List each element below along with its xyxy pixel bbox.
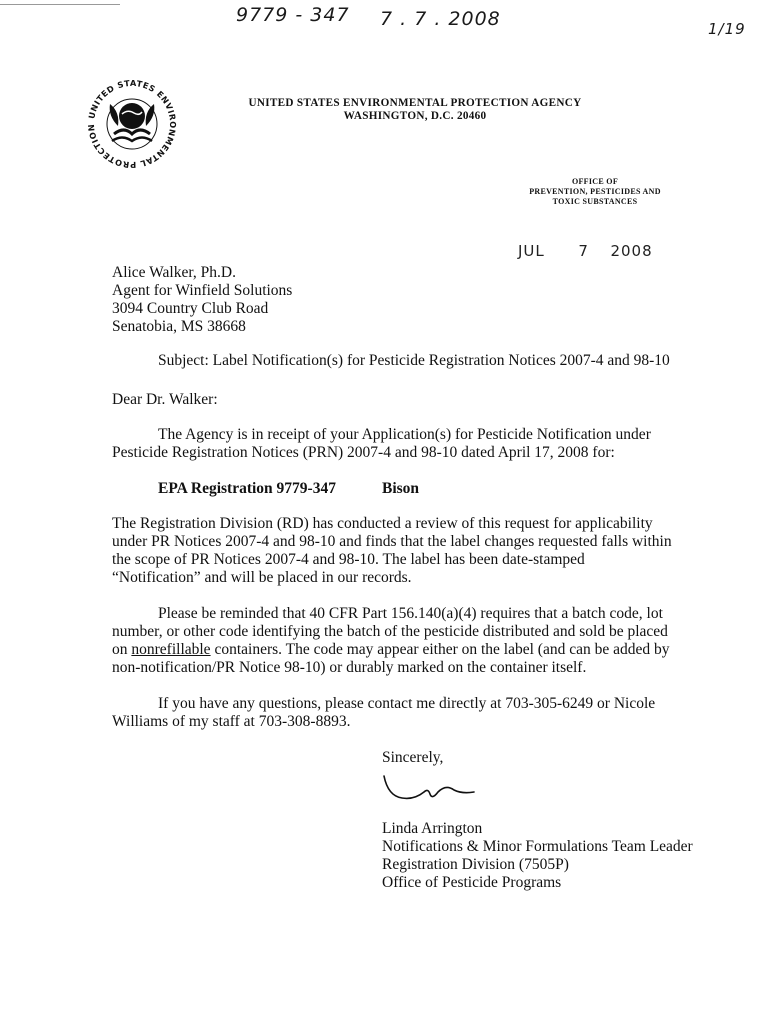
signer-title: Notifications & Minor Formulations Team Leader	[382, 838, 693, 855]
letterhead-city: WASHINGTON, D.C. 20460	[343, 110, 487, 122]
handwritten-page-number: 1/19	[708, 20, 746, 38]
recipient-city: Senatobia, MS 38668	[112, 318, 246, 335]
date-stamp-month: JUL	[518, 242, 545, 260]
signer-name: Linda Arrington	[382, 820, 483, 837]
epa-seal-icon	[84, 76, 180, 172]
handwritten-date: 7 . 7 . 2008	[380, 8, 501, 30]
subject-line: Subject: Label Notification(s) for Pesticide Registration Notices 2007-4 and 98-10	[158, 352, 670, 369]
office-line-3: TOXIC SUBSTANCES	[552, 197, 638, 206]
batch-code-text-after: containers. The code may appear either on the label (and can be added by non-notification/PR Notice 98-10) or durably marked on the container itself.	[112, 641, 670, 676]
date-stamp	[518, 242, 653, 260]
signature-icon	[380, 772, 490, 808]
batch-code-text-before: Please be reminded that 40 CFR Part 156.140(a)(4) requires that a batch code, lot number, or other code identifying the batch of the pesticide distributed and sold be placed on	[112, 605, 668, 658]
signature	[380, 772, 490, 808]
signer-block	[382, 820, 693, 892]
paragraph-receipt: The Agency is in receipt of your Application(s) for Pesticide Notification under Pesticide Registration Notices (PRN) 2007-4 and 98-10 dated April 17, 2008 for:	[112, 426, 651, 461]
recipient-title: Agent for Winfield Solutions	[112, 282, 293, 299]
salutation: Dear Dr. Walker:	[112, 391, 218, 408]
closing: Sincerely,	[382, 749, 444, 766]
letterhead-agency: UNITED STATES ENVIRONMENTAL PROTECTION AGENCY	[248, 97, 582, 109]
recipient-block	[112, 264, 292, 336]
handwritten-reg-number: 9779 - 347	[236, 4, 350, 26]
office-line-2: PREVENTION, PESTICIDES AND	[529, 187, 661, 196]
paragraph-review: The Registration Division (RD) has conducted a review of this request for applicability under PR Notices 2007-4 and 98-10 and finds that the label changes requested falls within the scope of PR Notices 2007-4 and 98-10. The label has been date-stamped “Notification” and will be placed in our records.	[112, 515, 672, 586]
office-line-1: OFFICE OF	[571, 177, 619, 186]
paragraph-contact: If you have any questions, please contact me directly at 703-305-6249 or Nicole Williams of my staff at 703-308-8893.	[112, 695, 656, 730]
paragraph-batch-code	[112, 605, 677, 677]
recipient-name: Alice Walker, Ph.D.	[112, 264, 236, 281]
registration-number: EPA Registration 9779-347	[158, 480, 336, 497]
nonrefillable-underlined: nonrefillable	[131, 641, 211, 658]
recipient-street: 3094 Country Club Road	[112, 300, 269, 317]
seal-ring-text: UNITED STATES ENVIRONMENTAL PROTECTION	[85, 77, 179, 171]
epa-seal-logo	[84, 76, 180, 172]
scan-artifact-line	[0, 4, 120, 5]
date-stamp-year: 2008	[610, 242, 653, 260]
product-name: Bison	[382, 480, 420, 497]
signer-division: Registration Division (7505P)	[382, 856, 569, 873]
signer-office: Office of Pesticide Programs	[382, 874, 562, 891]
date-stamp-day: 7	[578, 242, 589, 260]
